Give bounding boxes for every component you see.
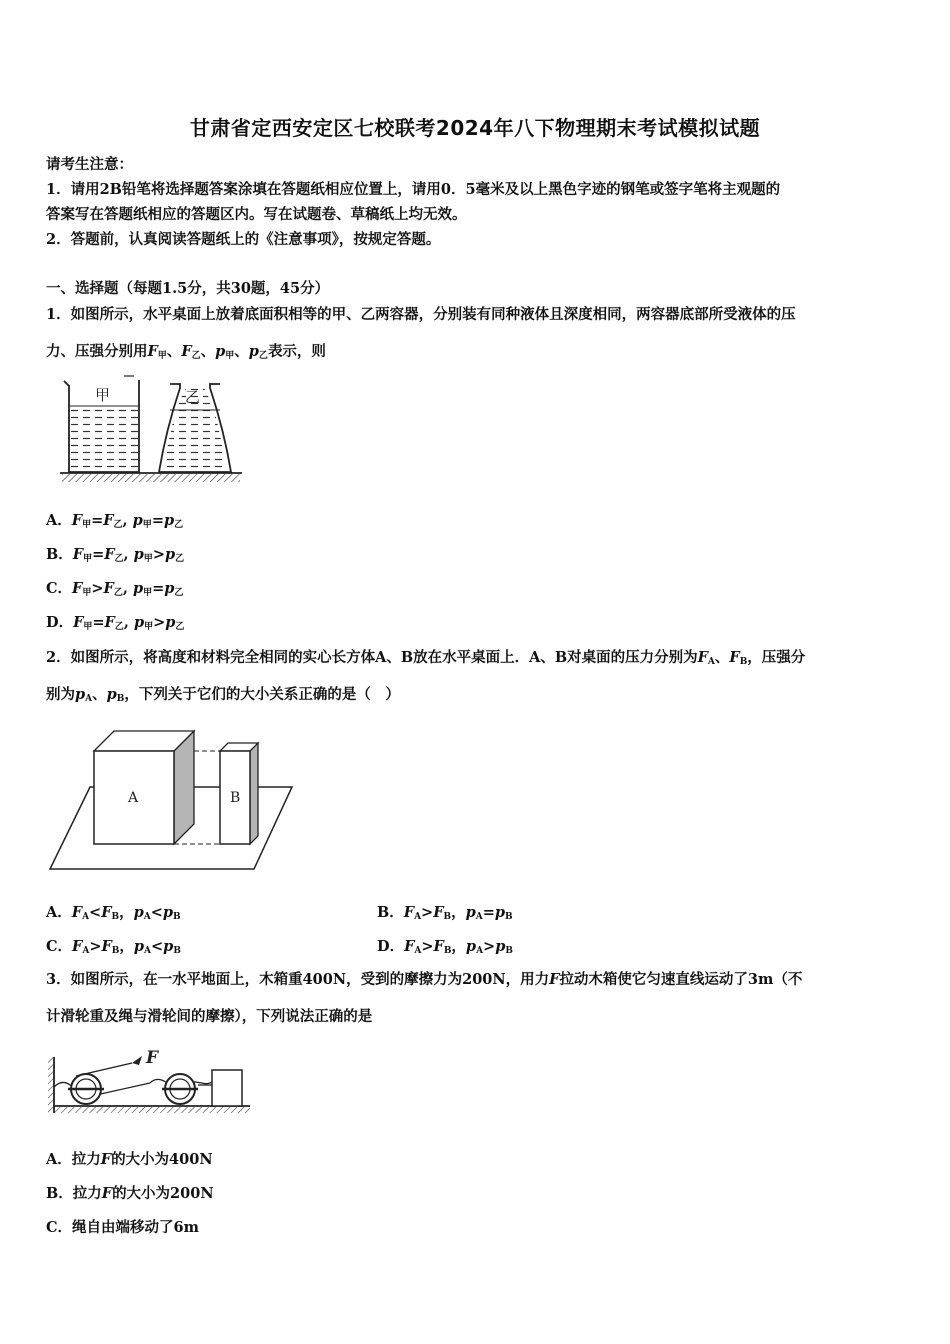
page-title: 甘肃省定西安定区七校联考2024年八下物理期末考试模拟试题 <box>189 116 761 140</box>
notice-item-1-line-2: 答案写在答题纸相应的答题区内。写在试题卷、草稿纸上均无效。 <box>46 206 467 223</box>
q1-stem-line-1: 1．如图所示，水平桌面上放着底面积相等的甲、乙两容器，分别装有同种液体且深度相同，两容器底部所受液体的压 <box>46 306 796 323</box>
q1-label-jia: 甲 <box>95 386 111 404</box>
q3-figure-pulley <box>46 1043 252 1118</box>
q3-label-f: F <box>146 1048 159 1068</box>
q1-stem-line-2: 力、压强分别用F甲、F乙、p甲、p乙表示，则 <box>46 343 326 361</box>
q3-option-b[interactable]: B．拉力F的大小为200N <box>46 1185 214 1202</box>
notice-item-2: 2．答题前，认真阅读答题纸上的《注意事项》，按规定答题。 <box>46 231 441 248</box>
q3-pulley-fixed <box>68 1074 104 1104</box>
q3-stem-line-2: 计滑轮重及绳与滑轮间的摩擦），下列说法正确的是 <box>46 1008 373 1025</box>
notice-heading: 请考生注意： <box>46 156 133 173</box>
q2-option-c[interactable]: C．FA>FB，pA<pB <box>46 938 181 956</box>
q1-table-hatch <box>62 474 240 482</box>
q3-option-a[interactable]: A．拉力F的大小为400N <box>46 1151 213 1168</box>
q3-stem-line-1: 3．如图所示，在一水平地面上，木箱重400N，受到的摩擦力为200N，用力F拉动木箱使它匀速直线运动了3m（不 <box>46 971 803 988</box>
q3-wooden-box <box>212 1070 242 1106</box>
q2-label-b: B <box>230 790 241 806</box>
section-heading: 一、选择题（每题1.5分，共30题，45分） <box>46 280 330 297</box>
q1-option-d[interactable]: D．F甲=F乙, p甲>p乙 <box>46 614 185 632</box>
q2-option-a[interactable]: A．FA<FB，pA<pB <box>46 904 181 922</box>
q2-option-b[interactable]: B．FA>FB，pA=pB <box>377 904 513 922</box>
q1-option-a[interactable]: A．F甲=F乙, p甲=p乙 <box>46 512 184 530</box>
q2-stem-line-1: 2．如图所示，将高度和材料完全相同的实心长方体A、B放在水平桌面上．A、B对桌面的压力分别为FA、FB，压强分 <box>46 649 806 667</box>
q2-stem-line-2: 别为pA、pB，下列关于它们的大小关系正确的是（ ） <box>46 686 400 704</box>
q3-option-c[interactable]: C．绳自由端移动了6m <box>46 1219 199 1236</box>
notice-item-1-line-1: 1．请用2B铅笔将选择题答案涂填在答题纸相应位置上，请用0．5毫米及以上黑色字迹的钢笔或签字笔将主观题的 <box>46 181 781 198</box>
q2-figure-blocks <box>46 726 298 872</box>
q1-figure-containers <box>58 372 248 484</box>
q2-label-a: A <box>128 790 139 806</box>
q1-option-c[interactable]: C．F甲>F乙, p甲=p乙 <box>46 580 184 598</box>
q1-option-b[interactable]: B．F甲=F乙, p甲>p乙 <box>46 546 185 564</box>
q2-option-d[interactable]: D．FA>FB，pA>pB <box>377 938 513 956</box>
q2-block-a <box>94 731 194 844</box>
q3-pulley-moving <box>162 1074 198 1104</box>
q1-label-yi: 乙 <box>185 388 201 406</box>
q3-force-arrow <box>132 1056 142 1065</box>
